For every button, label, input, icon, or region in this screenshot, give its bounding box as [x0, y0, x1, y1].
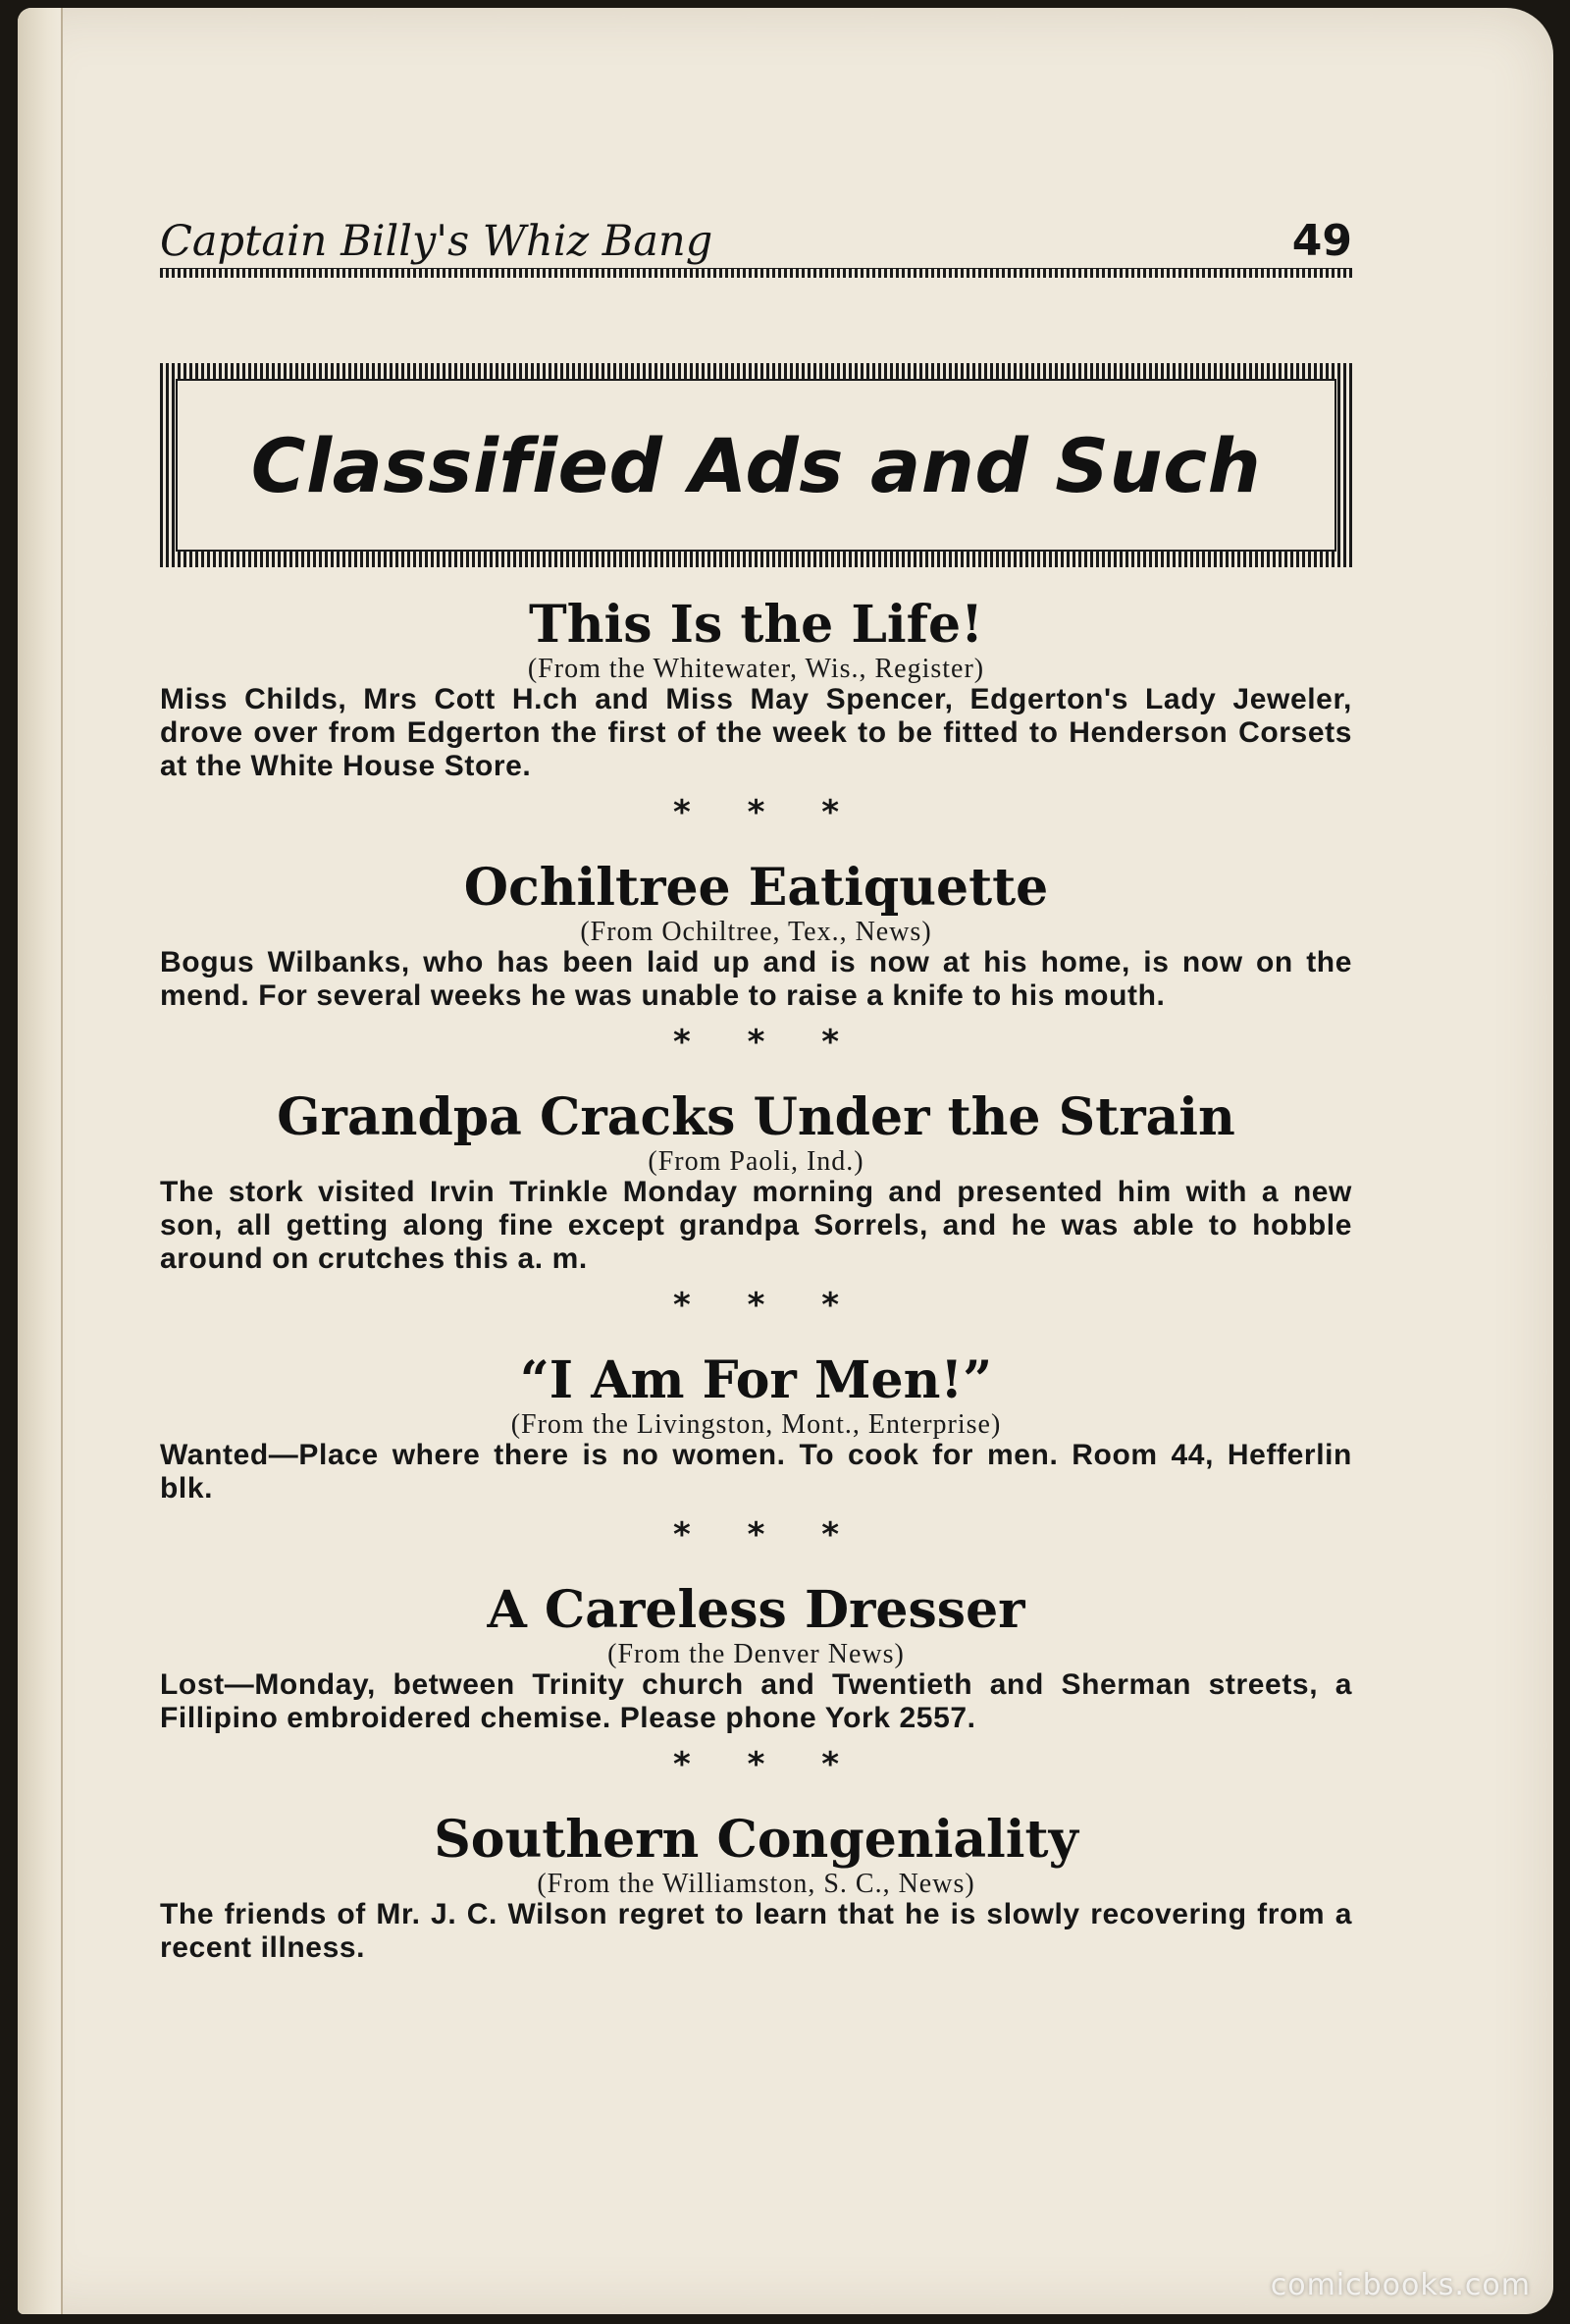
section-banner — [160, 363, 1352, 567]
watermark-text: comicbooks.com — [1270, 2268, 1531, 2302]
running-title: Captain Billy's Whiz Bang — [160, 217, 713, 266]
magazine-page — [18, 8, 1553, 2314]
page-spine — [18, 8, 63, 2314]
item-headline: A Careless Dresser — [487, 1580, 1025, 1640]
asterism-separator: * * * — [672, 1515, 839, 1555]
item-headline: Ochiltree Eatiquette — [463, 858, 1049, 918]
item-body: Miss Childs, Mrs Cott H.ch and Miss May Spencer, Edgerton's Lady Jeweler, drove over from Edgerton the first of the week to be fitted to Henderson Corsets at the White House Store. — [160, 683, 1352, 782]
item-headline: This Is the Life! — [529, 595, 983, 655]
item-headline: Grandpa Cracks Under the Strain — [277, 1087, 1235, 1147]
classified-item — [160, 1580, 1352, 1735]
item-headline: Southern Congeniality — [434, 1810, 1078, 1870]
asterism-separator: * * * — [672, 793, 839, 832]
asterism-separator: * * * — [672, 1023, 839, 1062]
asterism-separator: * * * — [672, 1286, 839, 1325]
classified-item — [160, 1810, 1352, 1965]
item-body: The friends of Mr. J. C. Wilson regret to learn that he is slowly recovering from a recent illness. — [160, 1898, 1352, 1964]
item-body: Bogus Wilbanks, who has been laid up and is now at his home, is now on the mend. For several weeks he was unable to raise a knife to his mouth. — [160, 946, 1352, 1012]
page-number: 49 — [1291, 216, 1352, 266]
item-body: The stork visited Irvin Trinkle Monday morning and presented him with a new son, all getting along fine except grandpa Sorrels, and he was able to hobble around on crutches this a. m. — [160, 1176, 1352, 1275]
item-source: (From the Whitewater, Wis., Register) — [527, 654, 985, 684]
item-source: (From Ochiltree, Tex., News) — [580, 917, 932, 947]
item-source: (From Paoli, Ind.) — [648, 1146, 864, 1177]
classified-item — [160, 1350, 1352, 1505]
classified-item — [160, 858, 1352, 1013]
item-body: Wanted—Place where there is no women. To cook for men. Room 44, Hefferlin blk. — [160, 1439, 1352, 1505]
banner-title: Classified Ads and Such — [250, 421, 1262, 509]
classified-item — [160, 595, 1352, 783]
item-source: (From the Williamston, S. C., News) — [537, 1869, 975, 1899]
asterism-separator: * * * — [672, 1745, 839, 1784]
header-rule — [160, 268, 1352, 278]
classified-item — [160, 1087, 1352, 1276]
classified-list — [160, 595, 1352, 1965]
item-source: (From the Denver News) — [607, 1639, 905, 1669]
item-headline: “I Am For Men!” — [519, 1350, 993, 1410]
running-head — [160, 209, 1352, 278]
banner-frame — [176, 379, 1336, 552]
item-source: (From the Livingston, Mont., Enterprise) — [510, 1409, 1002, 1440]
item-body: Lost—Monday, between Trinity church and Twentieth and Sherman streets, a Fillipino embroidered chemise. Please phone York 2557. — [160, 1668, 1352, 1734]
